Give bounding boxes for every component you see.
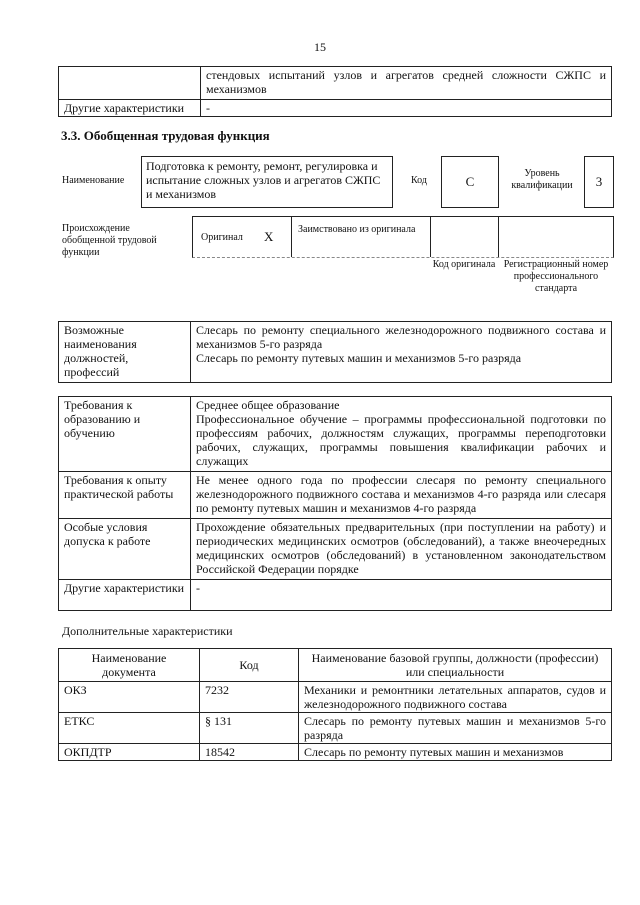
add-row-code: 18542	[200, 744, 299, 761]
func-code-label: Код	[411, 175, 427, 186]
func-level-value: 3	[595, 174, 603, 189]
add-row-code: § 131	[200, 713, 299, 744]
add-row-name: Слесарь по ремонту путевых машин и механизмов	[299, 744, 612, 761]
top-table	[58, 66, 612, 117]
additional-title: Дополнительные характеристики	[62, 624, 233, 638]
req-other-label: Другие характеристики	[59, 580, 191, 611]
origin-original-label: Оригинал	[201, 232, 243, 243]
add-row-doc: ОКЗ	[59, 682, 200, 713]
add-header-name: Наименование базовой группы, должности (профессии) или специальности	[299, 649, 612, 682]
additional-table	[58, 648, 612, 761]
positions-label: Возможные наименования должностей, профессий	[59, 322, 191, 383]
page-number: 15	[314, 40, 326, 54]
table-row	[59, 682, 612, 713]
add-row-name: Механики и ремонтники летательных аппаратов, судов и железнодорожного подвижного состава	[299, 682, 612, 713]
top-row1-text: стендовых испытаний узлов и агрегатов средней сложности СЖПС и механизмов	[201, 67, 612, 100]
origin-borrowed-label: Заимствовано из оригинала	[298, 224, 416, 235]
requirements-table	[58, 396, 612, 611]
positions-line1: Слесарь по ремонту специального железнодорожного подвижного состава и механизмов 5-го разряда	[196, 323, 606, 351]
func-level-box	[584, 156, 614, 208]
origin-reg-caption: Регистрационный номер профессионального стандарта	[503, 259, 609, 294]
origin-original-mark: Х	[264, 229, 274, 244]
add-row-doc: ОКПДТР	[59, 744, 200, 761]
origin-strip	[192, 216, 614, 258]
req-education-line2: Профессиональное обучение – программы профессиональной подготовки по профессиям рабочих, должностям служащих, программы переподготовки рабочих, служащих, программы повышения квалификации рабочих и служащих	[196, 412, 606, 468]
top-row2-label: Другие характеристики	[59, 100, 201, 117]
add-header-document: Наименование документа	[59, 649, 200, 682]
origin-code-caption: Код оригинала	[432, 259, 496, 270]
origin-label: Происхождение обобщенной трудовой функции	[62, 223, 157, 258]
add-header-code: Код	[200, 649, 299, 682]
table-row	[59, 713, 612, 744]
func-name-label: Наименование	[62, 175, 125, 186]
table-row	[59, 744, 612, 761]
func-name-value: Подготовка к ремонту, ремонт, регулировка и испытание сложных узлов и агрегатов СЖПС и механизмов	[146, 159, 381, 201]
func-code-value: С	[465, 174, 475, 189]
section-title: 3.3. Обобщенная трудовая функция	[61, 128, 270, 143]
func-level-label: Уровень квалификации	[511, 168, 573, 191]
req-experience-text: Не менее одного года по профессии слесаря по ремонту специального железнодорожного подвижного состава и механизмов 4-го разряда или слесаря по ремонту путевых машин и механизмов 4-го разряда	[191, 472, 612, 519]
req-other-text: -	[191, 580, 612, 611]
add-row-doc: ЕТКС	[59, 713, 200, 744]
req-conditions-text: Прохождение обязательных предварительных (при поступлении на работу) и периодических медицинских осмотров (обследований), а также внеочередных медицинских осмотров (обследований) в установленном законодательством Российской Федерации порядке	[191, 519, 612, 580]
req-education-line1: Среднее общее образование	[196, 398, 340, 412]
req-education-label: Требования к образованию и обучению	[59, 397, 191, 472]
positions-line2: Слесарь по ремонту путевых машин и механизмов 5-го разряда	[196, 351, 522, 365]
func-code-box	[441, 156, 499, 208]
add-row-name: Слесарь по ремонту путевых машин и механизмов 5-го разряда	[299, 713, 612, 744]
top-row2-value: -	[201, 100, 612, 117]
func-name-box	[141, 156, 393, 208]
add-row-code: 7232	[200, 682, 299, 713]
req-conditions-label: Особые условия допуска к работе	[59, 519, 191, 580]
req-experience-label: Требования к опыту практической работы	[59, 472, 191, 519]
positions-table	[58, 321, 612, 383]
